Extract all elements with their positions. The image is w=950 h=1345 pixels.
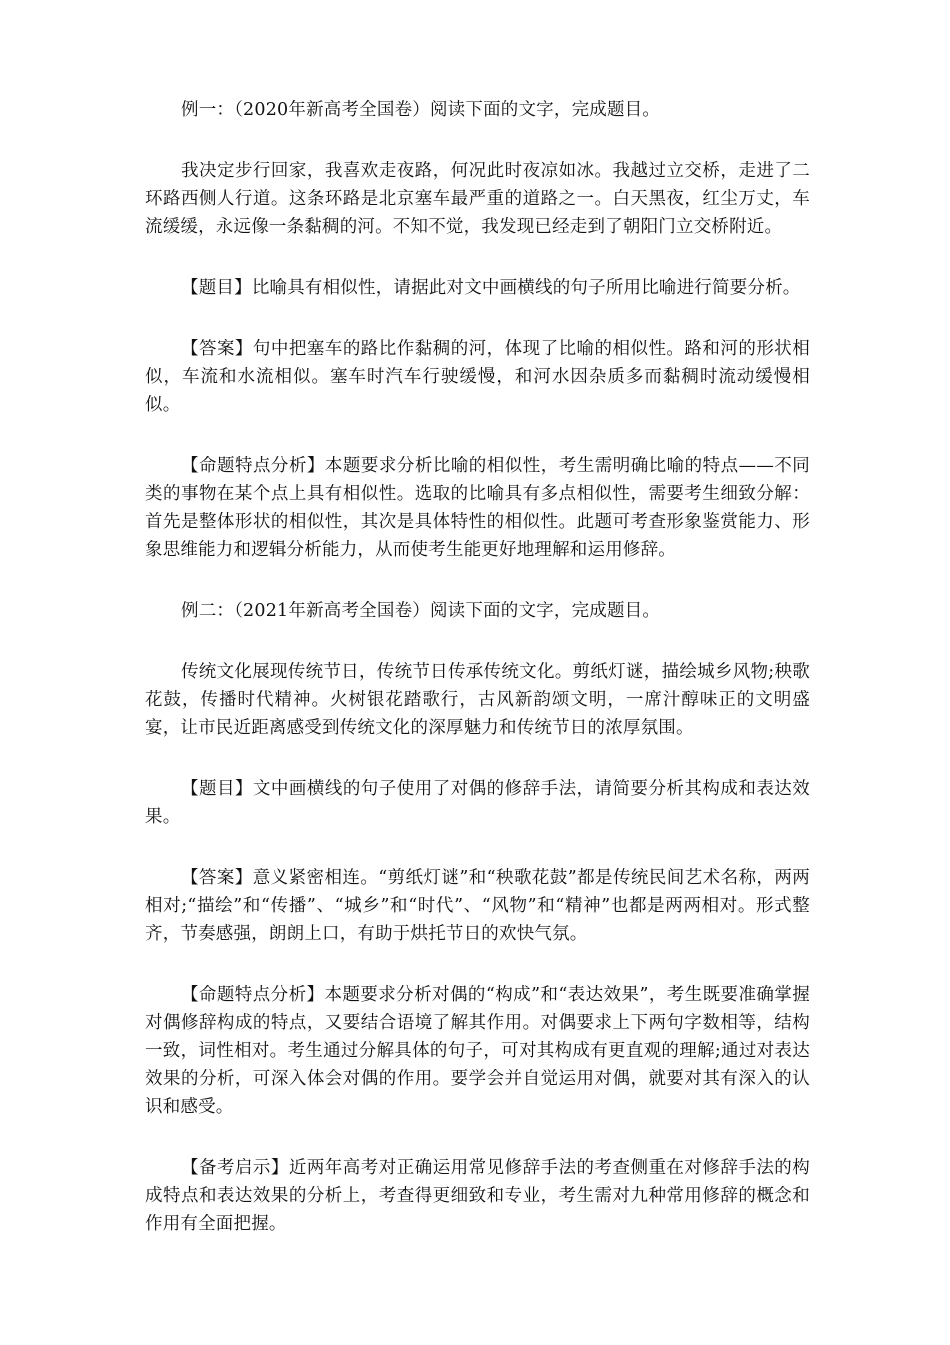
paragraph-text: 比喻具有相似性，请据此对文中画横线的句子所用比喻进行简要分析。 [251, 278, 801, 298]
example-one-answer [145, 335, 810, 419]
document-body [145, 96, 810, 1271]
paragraph-text: 传统文化展现传统节日，传统节日传承传统文化。剪纸灯谜，描绘城乡风物;秧歌花鼓，传播时代精神。火树银花踏歌行，古风新韵颂文明，一席汁醇味正的文明盛宴，让市民近距离感受到传统文化的深厚魅力和传统节日的浓厚氛围。 [145, 662, 810, 738]
paragraph-text: 例一：（2020年新高考全国卷）阅读下面的文字，完成题目。 [181, 100, 661, 120]
example-two-answer [145, 864, 810, 948]
example-one-heading [145, 96, 810, 124]
example-two-heading [145, 597, 810, 625]
example-one-passage [145, 157, 810, 241]
paragraph-text: 句中把塞车的路比作黏稠的河，体现了比喻的相似性。路和河的形状相似，车流和水流相似。塞车时汽车行驶缓慢，和河水因杂质多而黏稠时流动缓慢相似。 [145, 339, 810, 415]
example-two-passage [145, 658, 810, 742]
exam-tips [145, 1154, 810, 1238]
paragraph-label: 【备考启示】 [181, 1158, 289, 1178]
paragraph-text: 本题要求分析比喻的相似性，考生需明确比喻的特点——不同类的事物在某个点上具有相似性。选取的比喻具有多点相似性，需要考生细致分解：首先是整体形状的相似性，其次是具体特性的相似性。此题可考查形象鉴赏能力、形象思维能力和逻辑分析能力，从而使考生能更好地理解和运用修辞。 [145, 456, 810, 560]
paragraph-text: 例二：（2021年新高考全国卷）阅读下面的文字，完成题目。 [181, 601, 661, 621]
paragraph-text: 近两年高考对正确运用常见修辞手法的考查侧重在对修辞手法的构成特点和表达效果的分析上，考查得更细致和专业，考生需对九种常用修辞的概念和作用有全面把握。 [145, 1158, 810, 1234]
paragraph-label: 【题目】 [181, 278, 252, 298]
paragraph-text: 意义紧密相连。“剪纸灯谜”和“秧歌花鼓”都是传统民间艺术名称，两两相对;“描绘”和“传播”、“城乡”和“时代”、“风物”和“精神”也都是两两相对。形式整齐，节奏感强，朗朗上口，有助于烘托节日的欢快气氛。 [145, 868, 810, 944]
paragraph-label: 【答案】 [181, 868, 253, 888]
paragraph-label: 【命题特点分析】 [181, 985, 325, 1005]
example-one-analysis [145, 452, 810, 564]
example-one-question [145, 274, 810, 302]
paragraph-text: 我决定步行回家，我喜欢走夜路，何况此时夜凉如冰。我越过立交桥，走进了二环路西侧人行道。这条环路是北京塞车最严重的道路之一。白天黑夜，红尘万丈，车流缓缓，永远像一条黏稠的河。不知不觉，我发现已经走到了朝阳门立交桥附近。 [145, 161, 810, 237]
paragraph-text: 文中画横线的句子使用了对偶的修辞手法，请简要分析其构成和表达效果。 [145, 779, 810, 827]
example-two-analysis [145, 981, 810, 1121]
paragraph-label: 【答案】 [181, 339, 253, 359]
paragraph-label: 【题目】 [181, 779, 253, 799]
example-two-question [145, 775, 810, 831]
paragraph-label: 【命题特点分析】 [181, 456, 325, 476]
paragraph-text: 本题要求分析对偶的“构成”和“表达效果”，考生既要准确掌握对偶修辞构成的特点，又要结合语境了解其作用。对偶要求上下两句字数相等，结构一致，词性相对。考生通过分解具体的句子，可对其构成有更直观的理解;通过对表达效果的分析，可深入体会对偶的作用。要学会并自觉运用对偶，就要对其有深入的认识和感受。 [145, 985, 810, 1117]
